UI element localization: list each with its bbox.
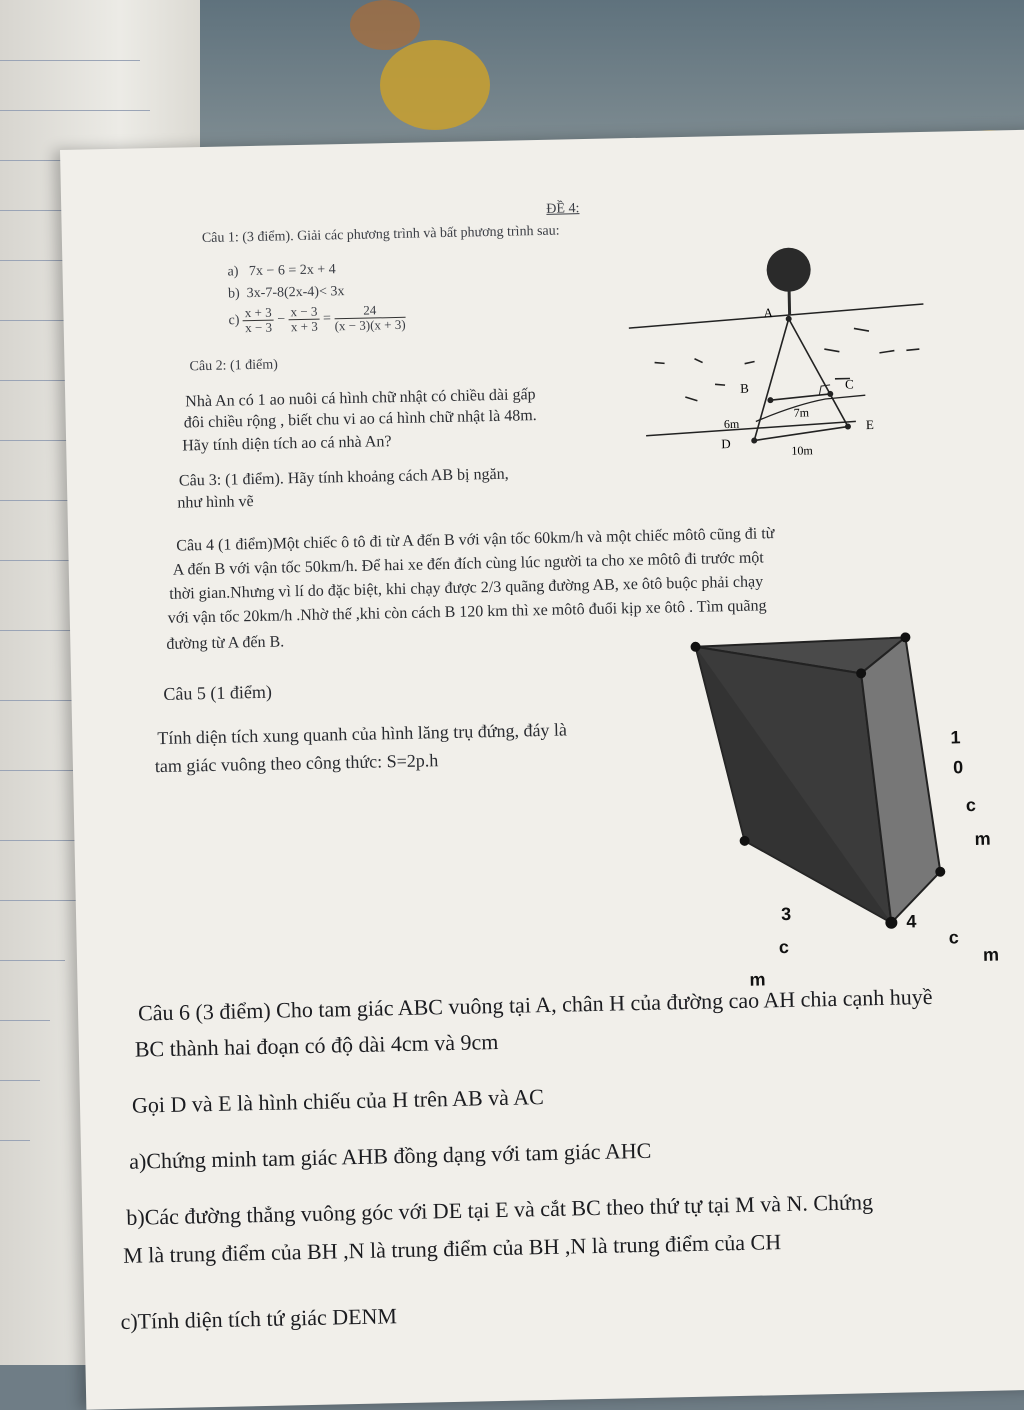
edge4-char-1: 4 — [906, 911, 916, 931]
q1-c: c) $\frac{x + 3}{x - 3}$ − $\frac{x - 3}{x + 3}$ = $\frac{24}{(x - 3)(x + 3)}$ — [228, 303, 405, 336]
q1-a-equation: 7x − 6 = 2x + 4 — [249, 262, 336, 279]
edge3-char-3: m — [749, 969, 765, 989]
q6-part-b-2: M là trung điểm của BH ,N là trung điểm của BH ,N là trung điểm của CH — [123, 1229, 781, 1269]
label-len-DE: 10m — [791, 443, 813, 457]
q3-line-2: như hình vẽ — [177, 493, 254, 513]
edge4-char-2: c — [948, 927, 958, 947]
label-E: E — [866, 417, 874, 432]
label-A: A — [763, 305, 773, 320]
q2-line-3: Hãy tính diện tích ao cá nhà An? — [182, 433, 392, 455]
q6-line-3: Gọi D và E là hình chiếu của H trên AB và AC — [132, 1084, 544, 1119]
cloth-pattern-orange — [350, 0, 420, 50]
q6-part-c: c)Tính diện tích tứ giác DENM — [120, 1303, 397, 1335]
height-char-3: c — [966, 795, 976, 815]
height-char-2: 0 — [953, 757, 963, 777]
label-C: C — [845, 376, 854, 391]
q4-line-1: Câu 4 (1 điểm)Một chiếc ô tô đi từ A đến B với vận tốc 60km/h và một chiếc môtô cũng đi từ — [176, 525, 774, 556]
edge3-char-2: c — [779, 937, 789, 957]
exam-title: ĐỀ 4: — [546, 201, 579, 218]
q3-river-figure — [622, 232, 937, 468]
height-char-1: 1 — [950, 727, 960, 747]
q5-heading: Câu 5 (1 điểm) — [163, 682, 272, 705]
q1-prompt: Câu 1: (3 điểm). Giải các phương trình và bất phương trình sau: — [202, 224, 560, 247]
q4-line-5: đường từ A đến B. — [166, 633, 284, 653]
edge4-char-3: m — [983, 945, 999, 965]
q4-line-2: A đến B với vận tốc 50km/h. Để hai xe đến đích cùng lúc người ta cho xe môtô đi trước một — [173, 549, 764, 579]
q2-line-1: Nhà An có 1 ao nuôi cá hình chữ nhật có chiều dài gấp — [185, 386, 536, 411]
q5-prism-figure — [680, 630, 1024, 1017]
label-D: D — [721, 436, 731, 451]
q2-heading: Câu 2: (1 điểm) — [189, 357, 278, 375]
q5-line-1: Tính diện tích xung quanh của hình lăng trụ đứng, đáy là — [157, 720, 567, 750]
q3-line-1: Câu 3: (1 điểm). Hãy tính khoảng cách AB bị ngăn, — [179, 466, 509, 491]
q4-line-4: với vận tốc 20km/h .Nhờ thế ,khi còn cách B 120 km thì xe môtô đuổi kịp xe ôtô . Tìm quãng — [168, 597, 767, 628]
q6-line-2: BC thành hai đoạn có độ dài 4cm và 9cm — [135, 1029, 499, 1063]
edge3-char-1: 3 — [781, 904, 791, 924]
q6-part-a: a)Chứng minh tam giác AHB đồng dạng với tam giác AHC — [129, 1138, 652, 1175]
q1-a: a) 7x − 6 = 2x + 4 — [227, 262, 335, 280]
q6-part-b-1: b)Các đường thẳng vuông góc với DE tại E và cắt BC theo thứ tự tại M và N. Chứng — [126, 1189, 873, 1231]
q5-line-2: tam giác vuông theo công thức: S=2p.h — [155, 750, 439, 777]
q4-line-3: thời gian.Nhưng vì lí do đặc biệt, khi chạy được 2/3 quãng đường AB, xe ôtô buộc phải chạy — [169, 573, 763, 603]
q1-b: b) 3x-7-8(2x-4)< 3x — [228, 284, 345, 302]
q1-b-inequality: 3x-7-8(2x-4)< 3x — [247, 284, 345, 301]
q2-line-2: đôi chiều rộng , biết chu vi ao cá hình chữ nhật là 48m. — [184, 407, 537, 432]
q6-line-1: Câu 6 (3 điểm) Cho tam giác ABC vuông tại A, chân H của đường cao AH chia cạnh huyề — [138, 984, 933, 1027]
cloth-pattern-yellow — [380, 40, 490, 130]
label-len-BD: 6m — [724, 417, 740, 431]
height-char-4: m — [974, 829, 990, 849]
label-B: B — [740, 381, 749, 396]
exam-paper — [60, 129, 1024, 1410]
label-len-BC: 7m — [794, 405, 810, 419]
